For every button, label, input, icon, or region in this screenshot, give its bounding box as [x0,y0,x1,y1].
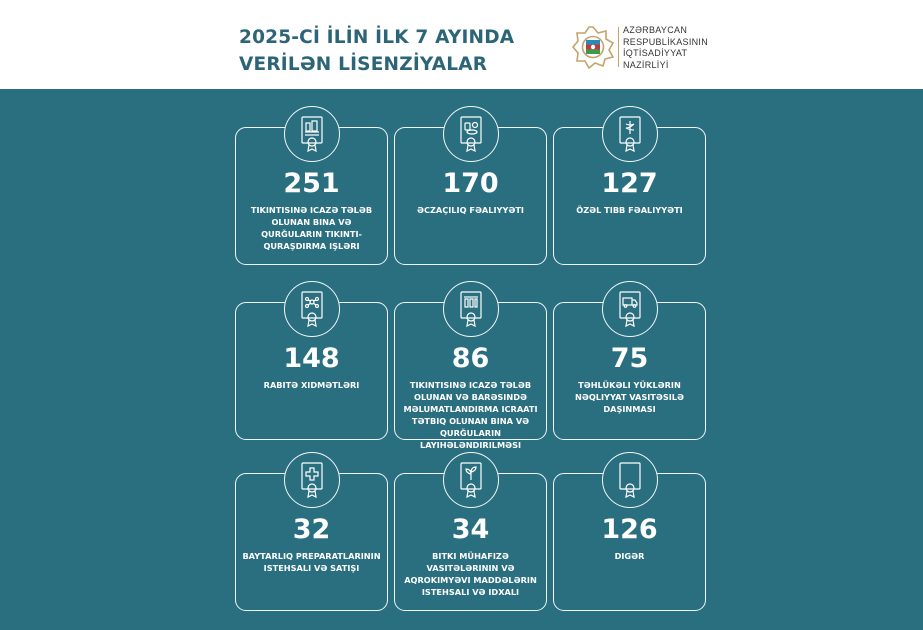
license-card [394,473,547,611]
plant-protection-certificate-icon [454,461,488,499]
license-label: BAYTARLIQ PREPARATLARININ ISTEHSALI VƏ SATIŞI [242,551,381,573]
license-label: ƏCZAÇILIQ FƏALIYYƏTI [417,205,524,215]
license-count: 251 [283,168,340,199]
license-count: 148 [283,343,340,374]
ministry-name: AZƏRBAYCAN RESPUBLİKASININ İQTİSADİYYAT NAZİRLİYİ [623,25,709,70]
license-count: 126 [601,514,658,545]
header [219,0,724,89]
license-count: 86 [451,343,490,374]
license-card [394,127,547,265]
license-card [235,473,388,611]
license-card [553,127,706,265]
license-label: ÖZƏL TIBB FƏALIYYƏTI [576,205,683,215]
license-card [235,127,388,265]
license-label: BITKI MÜHAFIZƏ VASITƏLƏRININ VƏ AQROKIMYƏVI MADDƏLƏRIN ISTEHSALI VƏ IDXALI [404,551,537,597]
license-card [553,302,706,440]
license-card [553,473,706,611]
license-count: 34 [451,514,490,545]
license-label: DIGƏR [614,551,645,561]
license-count: 32 [292,514,331,545]
license-label: TƏHLÜKƏLI YÜKLƏRIN NƏQLIYYAT VASITƏSILƏ DAŞINMASI [575,380,684,414]
design-certificate-icon [454,290,488,328]
page-title [239,24,539,78]
certificate-icon [613,461,647,499]
header-divider [618,27,619,67]
license-label: TIKINTISINƏ ICAZƏ TƏLƏB OLUNAN VƏ BARƏSINDƏ MƏLUMATLANDIRMA ICRAATI TƏTBIQ OLUNAN BINA VƏ QURĞULARIN LAYIHƏLƏNDIRILMƏSI [403,380,538,450]
title-line-1: 2025-Cİ İLİN İLK 7 AYINDA [239,27,515,48]
license-count: 127 [601,168,658,199]
truck-certificate-icon [613,290,647,328]
license-card [235,302,388,440]
infographic-poster [219,0,724,630]
license-count: 75 [610,343,649,374]
license-label: RABITƏ XIDMƏTLƏRI [263,380,360,390]
pharmacy-certificate-icon [454,115,488,153]
state-emblem-icon [571,25,615,69]
medical-certificate-icon [613,115,647,153]
building-certificate-icon [295,115,329,153]
license-card [394,302,547,450]
veterinary-certificate-icon [295,461,329,499]
license-count: 170 [442,168,499,199]
title-line-2: VERİLƏN LİSENZİYALAR [239,54,488,75]
communication-certificate-icon [295,290,329,328]
license-label: TIKINTISINƏ ICAZƏ TƏLƏB OLUNAN BINA VƏ QURĞULARIN TIKINTI-QURAŞDIRMA IŞLƏRI [250,205,373,251]
